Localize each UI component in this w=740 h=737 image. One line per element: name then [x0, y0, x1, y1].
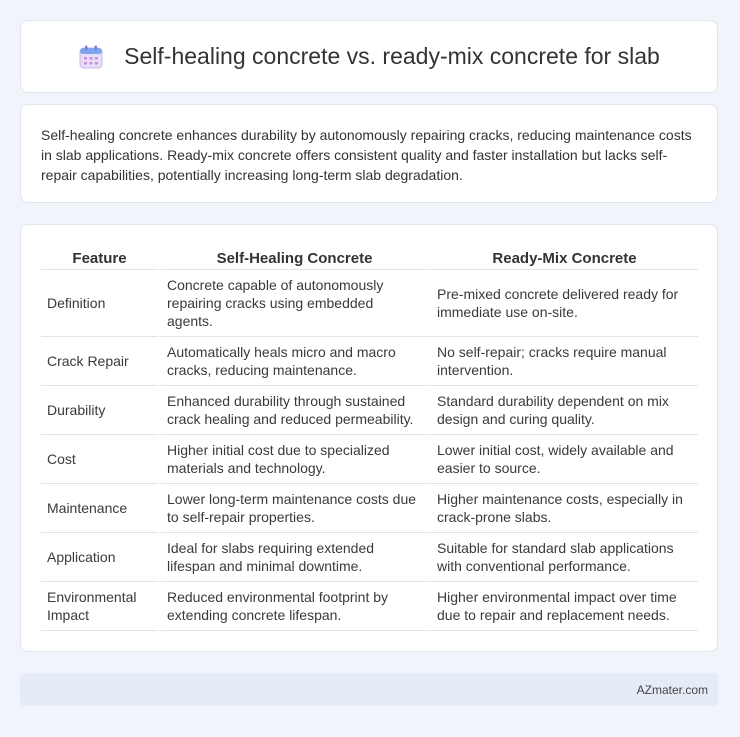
ready-mix-cell: Standard durability dependent on mix design and curing quality. [428, 386, 698, 435]
ready-mix-cell: Pre-mixed concrete delivered ready for immediate use on-site. [428, 270, 698, 337]
table-header-row [41, 245, 698, 270]
table-row [41, 484, 698, 533]
self-healing-cell: Higher initial cost due to specialized materials and technology. [158, 435, 428, 484]
feature-cell: Definition [41, 270, 158, 337]
footer [20, 673, 718, 706]
feature-cell: Application [41, 533, 158, 582]
intro-text: Self-healing concrete enhances durability by autonomously repairing cracks, reducing maintenance costs in slab applications. Ready-mix concrete offers consistent quality and faster installation but lacks self-repair capabilities, potentially increasing long-term slab degradation. [41, 127, 692, 183]
title-card [20, 20, 718, 93]
page-title: Self-healing concrete vs. ready-mix concrete for slab [124, 43, 660, 69]
header-feature: Feature [41, 245, 158, 270]
header-ready-mix: Ready-Mix Concrete [428, 245, 698, 270]
table-row [41, 533, 698, 582]
table-row [41, 337, 698, 386]
header-self-healing: Self-Healing Concrete [158, 245, 428, 270]
table-row [41, 270, 698, 337]
footer-brand: AZmater.com [636, 682, 708, 697]
self-healing-cell: Ideal for slabs requiring extended lifespan and minimal downtime. [158, 533, 428, 582]
ready-mix-cell: No self-repair; cracks require manual intervention. [428, 337, 698, 386]
ready-mix-cell: Lower initial cost, widely available and easier to source. [428, 435, 698, 484]
comparison-table [41, 245, 698, 631]
ready-mix-cell: Suitable for standard slab applications with conventional performance. [428, 533, 698, 582]
intro-card [20, 104, 718, 203]
feature-cell: Crack Repair [41, 337, 158, 386]
table-row [41, 435, 698, 484]
table-row [41, 582, 698, 631]
ready-mix-cell: Higher maintenance costs, especially in crack-prone slabs. [428, 484, 698, 533]
feature-cell: Durability [41, 386, 158, 435]
ready-mix-cell: Higher environmental impact over time due to repair and replacement needs. [428, 582, 698, 631]
comparison-card [20, 224, 718, 652]
feature-cell: Maintenance [41, 484, 158, 533]
self-healing-cell: Reduced environmental footprint by extending concrete lifespan. [158, 582, 428, 631]
self-healing-cell: Lower long-term maintenance costs due to self-repair properties. [158, 484, 428, 533]
self-healing-cell: Automatically heals micro and macro cracks, reducing maintenance. [158, 337, 428, 386]
calendar-icon [78, 44, 104, 70]
self-healing-cell: Concrete capable of autonomously repairing cracks using embedded agents. [158, 270, 428, 337]
feature-cell: Cost [41, 435, 158, 484]
table-row [41, 386, 698, 435]
self-healing-cell: Enhanced durability through sustained crack healing and reduced permeability. [158, 386, 428, 435]
feature-cell: Environmental Impact [41, 582, 158, 631]
